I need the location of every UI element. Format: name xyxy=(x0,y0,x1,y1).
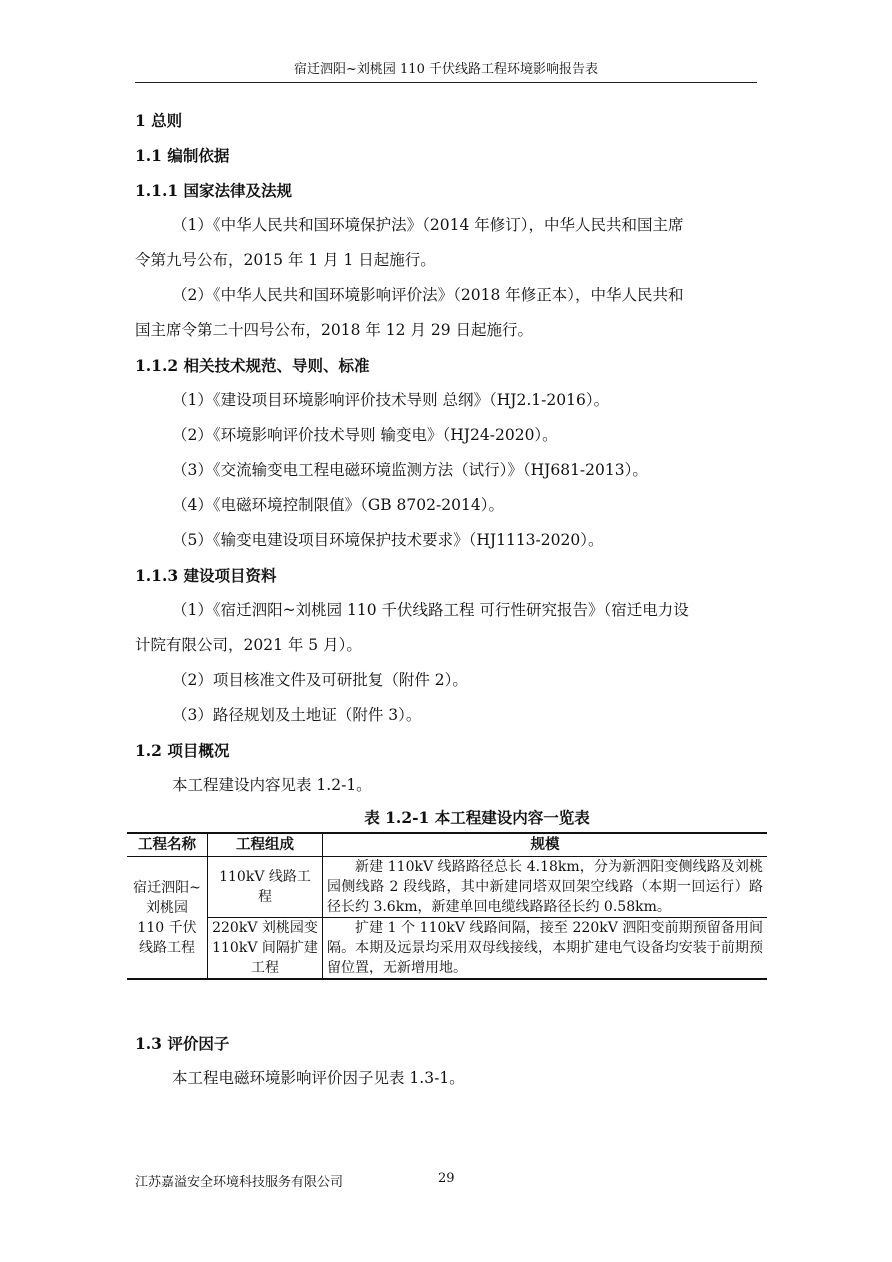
header-component: 工程组成 xyxy=(208,833,323,857)
cell-scale: 新建 110kV 线路路径总长 4.18km，分为新泗阳变侧线路及刘桃园侧线路 2 段线路，其中新建同塔双回架空线路（本期一回运行）路径长约 3.6km，新建单回电缆线路路径长约 0.58km。 xyxy=(323,857,768,918)
section-1-1-1-heading: 1.1.1 国家法律及法规 xyxy=(135,181,293,200)
cell-component: 220kV 刘桃园变 110kV 间隔扩建工程 xyxy=(208,918,323,980)
material-item-2: （2）项目核准文件及可研批复（附件 2）。 xyxy=(172,671,468,689)
cell-component: 110kV 线路工程 xyxy=(208,857,323,918)
standard-item-3: （3）《交流输变电工程电磁环境监测方法（试行）》（HJ681-2013）。 xyxy=(172,461,648,479)
section-1-3-heading: 1.3 评价因子 xyxy=(135,1034,230,1053)
material-item-3: （3）路径规划及土地证（附件 3）。 xyxy=(172,706,422,724)
header-project-name: 工程名称 xyxy=(127,833,208,857)
section-1-1-2-heading: 1.1.2 相关技术规范、导则、标准 xyxy=(135,356,370,375)
header-scale: 规模 xyxy=(323,833,768,857)
section-1-1-heading: 1.1 编制依据 xyxy=(135,146,230,165)
material-item-1-line1: （1）《宿迁泗阳~刘桃园 110 千伏线路工程 可行性研究报告》（宿迁电力设 xyxy=(172,601,689,619)
law-item-1-line2: 令第九号公布，2015 年 1 月 1 日起施行。 xyxy=(135,251,436,269)
cell-project-name: 宿迁泗阳~刘桃园 110 千伏线路工程 xyxy=(133,879,201,956)
section-1-1-3-heading: 1.1.3 建设项目资料 xyxy=(135,566,277,585)
table-row xyxy=(127,918,767,980)
table-header-row xyxy=(127,833,767,857)
section-1-3-text: 本工程电磁环境影响评价因子见表 1.3-1。 xyxy=(172,1069,465,1087)
section-1-2-heading: 1.2 项目概况 xyxy=(135,741,230,760)
standard-item-4: （4）《电磁环境控制限值》（GB 8702-2014）。 xyxy=(172,496,504,514)
page-number: 29 xyxy=(438,1171,455,1186)
law-item-2-line2: 国主席令第二十四号公布，2018 年 12 月 29 日起施行。 xyxy=(135,321,534,339)
document-body xyxy=(135,103,759,831)
table-row xyxy=(127,857,767,918)
running-header: 宿迁泗阳~刘桃园 110 千伏线路工程环境影响报告表 xyxy=(294,62,598,77)
section-1-heading: 1 总则 xyxy=(135,111,183,130)
table-caption: 表 1.2-1 本工程建设内容一览表 xyxy=(364,808,590,827)
header-rule xyxy=(135,82,757,83)
section-1-2-text: 本工程建设内容见表 1.2-1。 xyxy=(172,776,372,794)
standard-item-2: （2）《环境影响评价技术导则 输变电》（HJ24-2020）。 xyxy=(172,426,558,444)
material-item-1-line2: 计院有限公司，2021 年 5 月）。 xyxy=(135,636,362,654)
standard-item-5: （5）《输变电建设项目环境保护技术要求》（HJ1113-2020）。 xyxy=(172,531,604,549)
footer-company: 江苏嘉溢安全环境科技服务有限公司 xyxy=(135,1175,344,1190)
standard-item-1: （1）《建设项目环境影响评价技术导则 总纲》（HJ2.1-2016）。 xyxy=(172,391,610,409)
law-item-2-line1: （2）《中华人民共和国环境影响评价法》（2018 年修正本），中华人民共和 xyxy=(172,286,684,304)
construction-content-table xyxy=(127,832,767,980)
section-1-3 xyxy=(135,1026,759,1096)
cell-scale: 扩建 1 个 110kV 线路间隔，接至 220kV 泗阳变前期预留备用间隔。本期及远景均采用双母线接线，本期扩建电气设备均安装于前期预留位置，无新增用地。 xyxy=(323,918,768,980)
law-item-1-line1: （1）《中华人民共和国环境保护法》（2014 年修订），中华人民共和国主席 xyxy=(172,216,684,234)
